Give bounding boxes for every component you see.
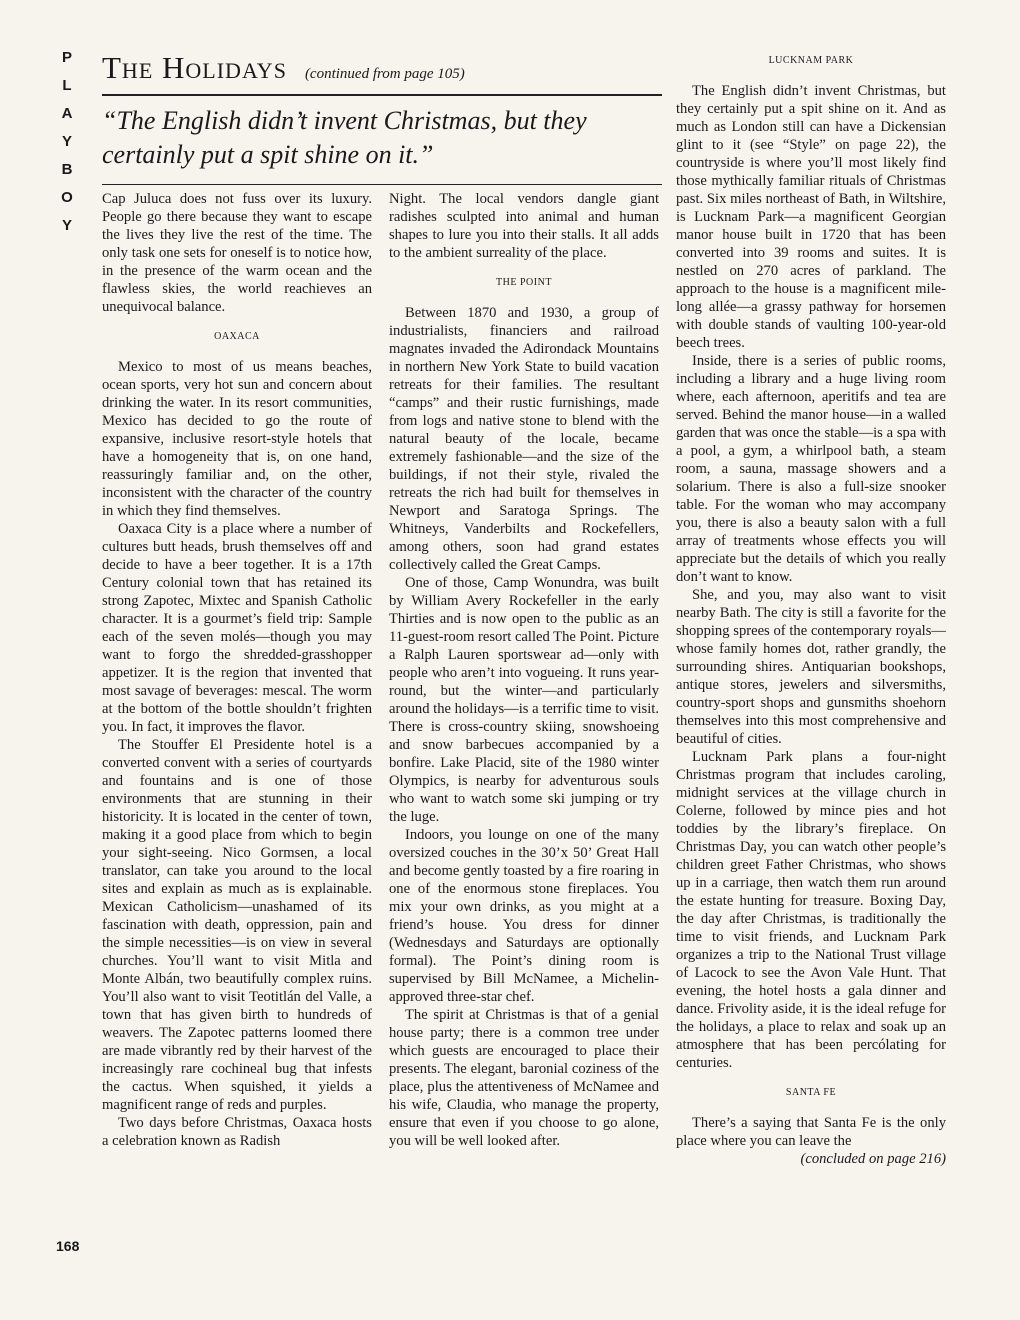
- concluded-note: (concluded on page 216): [800, 1151, 946, 1167]
- side-letter: Y: [61, 217, 72, 234]
- paragraph: The spirit at Christmas is that of a genial house party; there is a common tree under which guests are encouraged to place their presents. The elegant, baronial coziness of the place, plus the attentiveness of McNamee and his wife, Claudia, who manage the property, ensure that even if you choose to go alone, you will be well looked after.: [389, 1007, 659, 1149]
- continued-note: (continued from page 105): [304, 66, 465, 82]
- paragraph: The English didn’t invent Christmas, but they certainly put a spit shine on it. And as much as London still can have a Dickensian glint to it (see “Style” on page 22), the countryside is where you’ll most likely find those mythically familiar rituals of Christmas past. Six miles northeast of Bath, in Wiltshire, is Lucknam Park—a magnificent Georgian manor house built in 1720 that has been converted into 39 rooms and suites. It is nestled on 270 acres of parkland. The approach to the house is a magnificent mile-long allée—a grassy pathway for horsemen with double stands of vaulting 100-year-old beech trees.: [676, 83, 946, 351]
- side-letter: Y: [61, 133, 72, 150]
- paragraph: The Stouffer El Presidente hotel is a converted convent with a series of courtyards and fountains and is one of those environments that are stunning in their historicity. It is located in the center of town, making it a good place from which to begin your sight-seeing. Nico Gormsen, a local translator, can take you around to the local sites and explain as much as is explainable. Mexican Catholicism—unashamed of its fascination with death, oppression, pain and the simple necessities—is on view in several churches. You’ll want to visit Mitla and Monte Albán, two beautifully complex ruins. You’ll also want to visit Teotitlán del Valle, a town that has given birth to hundreds of weavers. The Zapotec patterns loomed there are made vibrantly red by their harvest of the increasingly rare cochineal bug that infests the cactus. When squished, it yields a magnificent range of reds and purples.: [102, 737, 372, 1113]
- paragraph: One of those, Camp Wonundra, was built by William Avery Rockefeller in the early Thirties and is now open to the public as an 11-guest-room resort called The Point. Picture a Ralph Lauren sportswear ad—only with people who aren’t into vogueing. It runs year-round, but the winter—and particularly around the holidays—is a terrific time to visit. There is cross-country skiing, snowshoeing and snow barbecues accompanied by a bonfire. Lake Placid, site of the 1980 winter Olympics, is nearby for adventurous souls who want to watch some ski jumping or try the luge.: [389, 575, 659, 825]
- paragraph: Indoors, you lounge on one of the many oversized couches in the 30’x 50’ Great Hall and become gently toasted by a fire roaring in one of the enormous stone fireplaces. You mix your own drinks, as you might at a friend’s house. You dress for dinner (Wednesdays and Saturdays are optionally formal). The Point’s dining room is supervised by Bill McNamee, a Michelin-approved three-star chef.: [389, 827, 659, 1005]
- side-letter: L: [62, 77, 72, 94]
- paragraph: She, and you, may also want to visit nearby Bath. The city is still a favorite for the shopping sprees of the contemporary royals—whose family homes dot, rather grandly, the surrounding shires. Antiquarian bookshops, antique stores, jewelers and silversmiths, country-sport shops and gunsmiths shoehorn themselves into this most comprehensive and beautiful of cities.: [676, 587, 946, 747]
- side-letter: B: [61, 161, 73, 178]
- column-3: [676, 52, 946, 1168]
- page-number: 168: [56, 1238, 80, 1254]
- section-heading-lucknam-park: LUCKNAM PARK: [768, 55, 854, 66]
- paragraph: Cap Juluca does not fuss over its luxury. People go there because they want to escape the lives they live the rest of the time. The only task one sets for oneself is to notice how, in the presence of the warm ocean and the flawless skies, the world reachieves an unequivocal balance.: [102, 191, 372, 315]
- side-letter: A: [61, 105, 73, 122]
- section-heading-oaxaca: OAXACA: [214, 331, 260, 342]
- paragraph: Mexico to most of us means beaches, ocean sports, very hot sun and concern about drinking the water. In its resort communities, Mexico has decided to go the route of expansive, inclusive resort-style hotels that have a homogeneity that is, on one hand, reassuringly familiar and, on the other, inconsistent with the character of the country in which they find themselves.: [102, 359, 372, 519]
- section-heading-santa-fe: SANTA FE: [785, 1087, 837, 1098]
- pull-quote-text: “The English didn’t invent Christmas, but they certainly put a spit shine on it.”: [102, 106, 587, 169]
- article-title: [102, 50, 662, 86]
- article-header: [102, 50, 662, 86]
- paragraph: Oaxaca City is a place where a number of cultures butt heads, brush themselves off and decide to have a beer together. It is a 17th Century colonial town that has retained its strong Zapotec, Mixtec and Spanish Catholic character. It is a gourmet’s field trip: Sample each of the seven molés—though you may want to forgo the shredded-grasshopper appetizer. It is the region that invented that most savage of beverages: mescal. The worm at the bottom of the bottle shouldn’t frighten you. In fact, it improves the flavor.: [102, 521, 372, 735]
- title-text: The Holidays: [102, 50, 287, 85]
- pull-quote: [102, 94, 662, 185]
- column-1: [102, 190, 372, 1150]
- paragraph: There’s a saying that Santa Fe is the only place where you can leave the: [676, 1115, 946, 1149]
- paragraph: Two days before Christmas, Oaxaca hosts a celebration known as Radish: [102, 1115, 372, 1149]
- paragraph: Inside, there is a series of public rooms, including a library and a huge living room where, each afternoon, aperitifs and tea are served. Behind the manor house—in a walled garden that was once the stable—is a spa with a pool, a gym, a whirlpool bath, a steam room, a sauna, massage showers and a solarium. There is also a full-size snooker table. For the woman who may accompany you, there is also a beauty salon with a full array of treatments whose effects you will appreciate but the details of which you really don’t want to know.: [676, 353, 946, 585]
- magazine-name-vertical: [56, 44, 78, 240]
- side-letter: O: [61, 189, 73, 206]
- paragraph: Lucknam Park plans a four-night Christmas program that includes caroling, midnight services at the village church in Colerne, followed by mince pies and hot toddies by the library’s fireplace. On Christmas Day, you can watch other people’s children greet Father Christmas, who shows up in a carriage, then watch them run around the estate hunting for treasure. Boxing Day, the day after Christmas, is traditionally the time to visit friends, and Lucknam Park organizes a trip to the National Trust village of Lacock to see the Avon Vale Hunt. That evening, the hotel hosts a gala dinner and dance. Frivolity aside, it is the ideal refuge for the holidays, a place to relax and soak up an atmosphere that has been percólating for centuries.: [676, 749, 946, 1071]
- paragraph: Between 1870 and 1930, a group of industrialists, financiers and railroad magnates invaded the Adirondack Mountains in northern New York State to build vacation retreats for their families. The resultant “camps” and their rustic furnishings, made from logs and native stone to blend with the natural beauty of the locale, became extremely fashionable—and the size of the buildings, if not their style, rivaled the retreats the rich had built for themselves in Newport and Saratoga Springs. The Whitneys, Vanderbilts and Rockefellers, among others, soon had grand estates collectively called the Great Camps.: [389, 305, 659, 573]
- side-letter: P: [61, 49, 72, 66]
- paragraph: Night. The local vendors dangle giant radishes sculpted into animal and human shapes to lure you into their stalls. It all adds to the ambient surreality of the place.: [389, 191, 659, 261]
- column-2: [389, 190, 659, 1150]
- section-heading-the-point: THE POINT: [496, 277, 552, 288]
